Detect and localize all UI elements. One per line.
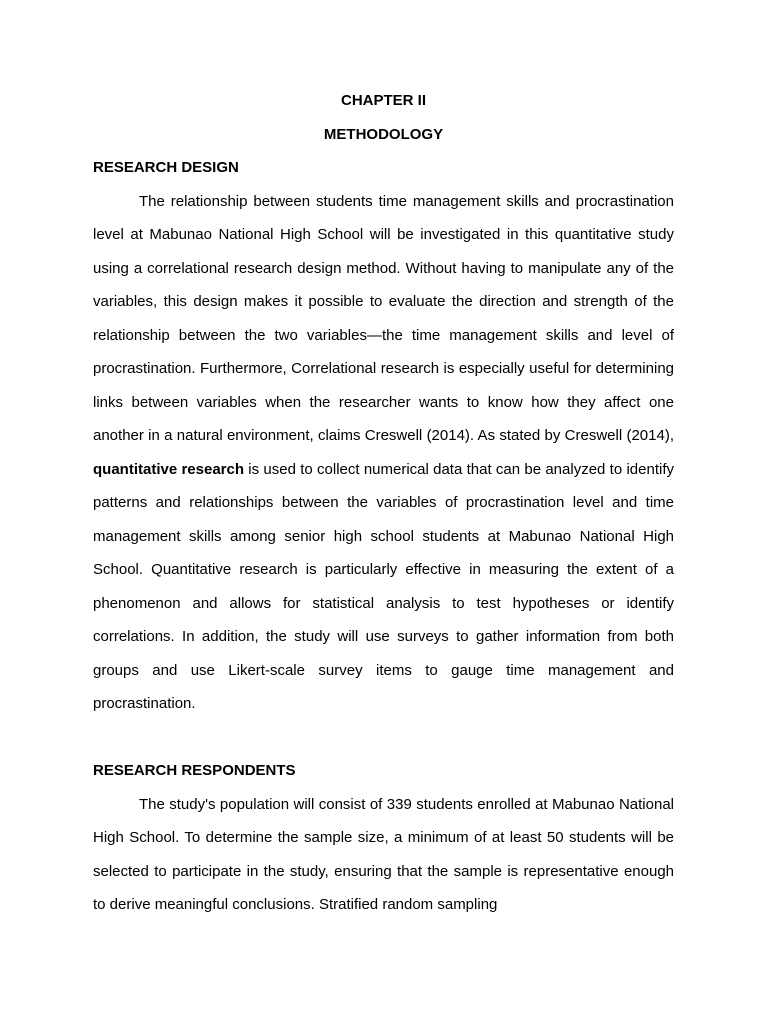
research-design-bold-term: quantitative research (93, 460, 245, 478)
research-design-text-part1: The relationship between students time management skills and procrastination level at Mabunao National High School will be investigated in this quantitative study using a correlational research design method. Without having to manipulate any of the variables, this design makes it possible to evaluate the direction and strength of the relationship between the two variables—the time management skills and level of procrastination. Furthermore, Correlational research is especially useful for determining links between variables when the researcher wants to know how they affect one another in a natural environment, claims Creswell (2014). As stated by Creswell (2014), (93, 192, 674, 444)
research-respondents-paragraph: The study's population will consist of 339 students enrolled at Mabunao National High School. To determine the sample size, a minimum of at least 50 students will be selected to participate in the study, ensuring that the sample is representative enough to derive meaningful conclusions. Stratified random sampling (93, 795, 674, 913)
section-heading-research-design: RESEARCH DESIGN (93, 159, 239, 176)
section-heading-research-respondents: RESEARCH RESPONDENTS (93, 762, 296, 779)
chapter-number: CHAPTER II (340, 92, 426, 109)
research-design-text-part2: is used to collect numerical data that can be analyzed to identify patterns and relationships between the variables of procrastination level and time management skills among senior high school students at Mabunao National High School. Quantitative research is particularly effective in measuring the extent of a phenomenon and allows for statistical analysis to test hypotheses or identify correlations. In addition, the study will use surveys to gather information from both groups and use Likert-scale survey items to gauge time management and procrastination. (93, 460, 674, 712)
chapter-title: METHODOLOGY (323, 125, 444, 143)
section-spacer (93, 721, 674, 755)
research-design-paragraph (93, 185, 674, 721)
